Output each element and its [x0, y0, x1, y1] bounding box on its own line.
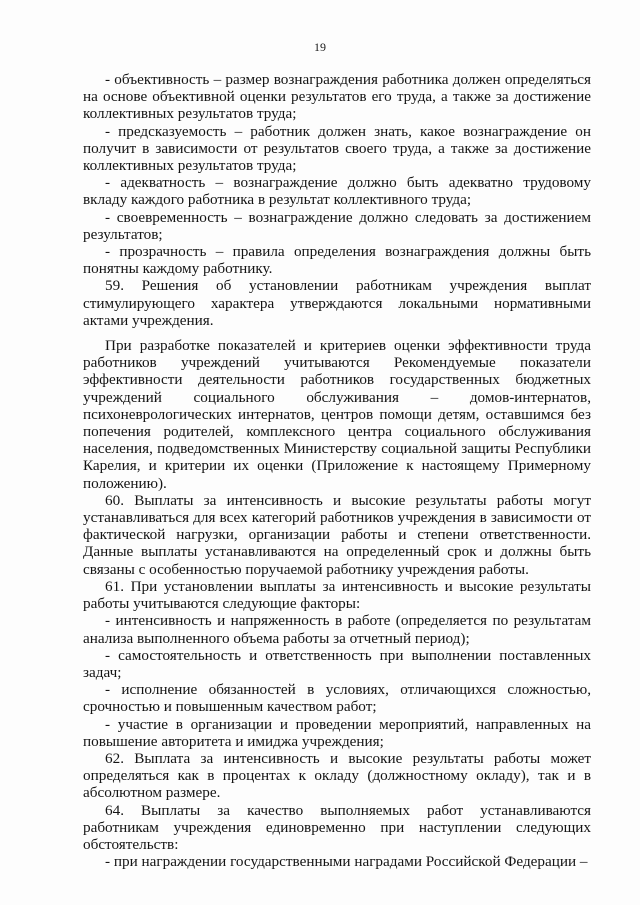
paragraph-performance-indicators: При разработке показателей и критериев оценки эффективности труда работников учреждений учитываются Рекомендуемые показатели эффективности деятельности работников государственных бюджетных учреждений социального обслуживания – домов-интернатов, психоневрологических интернатов, центров помощи детям, оставшимся без попечения родителей, комплексного центра социального обслуживания населения, подведомственных Министерству социальной защиты Республики Карелия, и критерии их оценки (Приложение к настоящему Примерному положению). [83, 337, 591, 492]
paragraph-clause-59: 59. Решения об установлении работникам учреждения выплат стимулирующего характера утверждаются локальными нормативными актами учреждения. [83, 277, 591, 329]
paragraph-transparency: - прозрачность – правила определения вознаграждения должны быть понятны каждому работнику. [83, 243, 591, 278]
paragraph-clause-60: 60. Выплаты за интенсивность и высокие результаты работы могут устанавливаться для всех категорий работников учреждения в зависимости от фактической нагрузки, организации работы и степени ответственности. Данные выплаты устанавливаются на определенный срок и должны быть связаны с особенностью поручаемой работнику учреждения работы. [83, 491, 591, 578]
paragraph-gap [83, 329, 591, 337]
paragraph-events-participation: - участие в организации и проведении мероприятий, направленных на повышение авторитета и имиджа учреждения; [83, 715, 591, 750]
paragraph-intensity: - интенсивность и напряженность в работе (определяется по результатам анализа выполненного объема работы за отчетный период); [83, 612, 591, 647]
paragraph-clause-62: 62. Выплата за интенсивность и высокие результаты работы может определяться как в процентах к окладу (должностному окладу), так и в абсолютном размере. [83, 749, 591, 802]
paragraph-objectivity: - объективность – размер вознаграждения работника должен определяться на основе объективной оценки результатов его труда, а также за достижение коллективных результатов труда; [83, 71, 591, 123]
document-body [83, 71, 591, 870]
paragraph-adequacy: - адекватность – вознаграждение должно быть адекватно трудовому вкладу каждого работника в результат коллективного труда; [83, 174, 591, 209]
paragraph-clause-64: 64. Выплаты за качество выполняемых работ устанавливаются работникам учреждения единовременно при наступлении следующих обстоятельств: [83, 801, 591, 853]
paragraph-timeliness: - своевременность – вознаграждение должно следовать за достижением результатов; [83, 208, 591, 243]
paragraph-complex-conditions: - исполнение обязанностей в условиях, отличающихся сложностью, срочностью и повышенным качеством работ; [83, 681, 591, 716]
paragraph-state-awards: - при награждении государственными наградами Российской Федерации – [105, 853, 588, 871]
paragraph-predictability: - предсказуемость – работник должен знать, какое вознаграждение он получит в зависимости от результатов своего труда, а также за достижение коллективных результатов труда; [83, 122, 591, 175]
paragraph-independence: - самостоятельность и ответственность при выполнении поставленных задач; [83, 646, 591, 681]
paragraph-clause-61: 61. При установлении выплаты за интенсивность и высокие результаты работы учитываются следующие факторы: [83, 577, 591, 613]
page-number: 19 [314, 40, 326, 54]
